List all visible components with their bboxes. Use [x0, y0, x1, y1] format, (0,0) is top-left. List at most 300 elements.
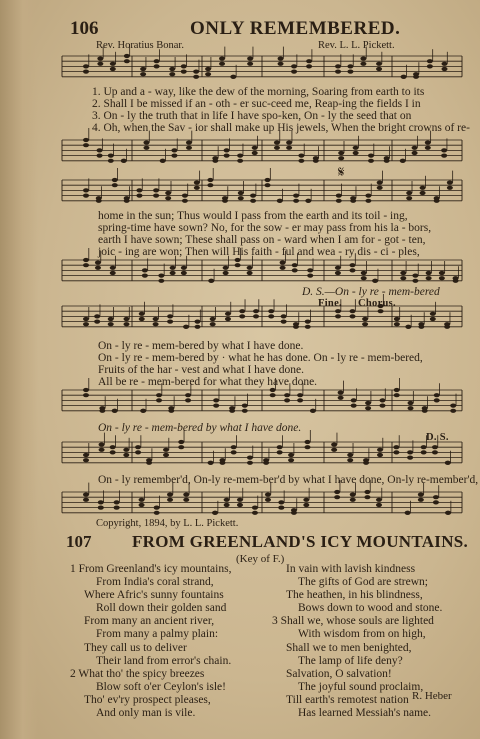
- note-head: [444, 325, 450, 329]
- note-head: [110, 450, 116, 454]
- verse-line: Roll down their golden sand: [96, 602, 227, 615]
- note-head: [347, 70, 353, 74]
- note-head: [365, 406, 371, 410]
- note-head: [112, 183, 118, 187]
- note-head: [170, 271, 176, 275]
- chorus-heading: Chorus.: [358, 298, 396, 309]
- note-head: [99, 443, 105, 447]
- chorus-lyric-line: On - ly re - mem-bered by · what he has done. On - ly re - mem-bered,: [98, 352, 423, 364]
- note-head: [281, 320, 287, 324]
- note-head: [347, 64, 353, 68]
- note-head: [124, 322, 130, 326]
- note-head: [288, 458, 294, 462]
- hymn-title: FROM GREENLAND'S ICY MOUNTAINS.: [132, 532, 469, 551]
- note-head: [208, 279, 214, 283]
- note-head: [163, 448, 169, 452]
- note-head: [121, 159, 127, 163]
- note-head: [432, 450, 438, 454]
- note-head: [434, 398, 440, 402]
- note-head: [213, 404, 219, 408]
- note-head: [265, 493, 271, 497]
- verse-line: Till earth's remotest nation: [286, 693, 409, 706]
- note-head: [252, 511, 258, 515]
- note-head: [97, 62, 103, 66]
- note-head: [110, 67, 116, 71]
- note-head: [292, 263, 298, 267]
- note-head: [95, 261, 101, 265]
- note-head: [178, 440, 184, 444]
- note-head: [338, 396, 344, 400]
- verse-line: With wisdom from on high,: [298, 628, 426, 641]
- note-head: [212, 511, 218, 515]
- note-head: [156, 398, 162, 402]
- note-head: [83, 143, 89, 147]
- note-head: [186, 146, 192, 150]
- verse-column-left: [70, 563, 231, 720]
- note-head: [108, 159, 114, 163]
- note-head: [350, 263, 356, 267]
- note-head: [108, 322, 114, 326]
- note-head: [167, 320, 173, 324]
- note-head: [139, 498, 145, 502]
- note-head: [406, 191, 412, 195]
- note-head: [278, 506, 284, 510]
- note-head: [213, 398, 219, 402]
- verse-line: From India's coral strand,: [96, 576, 214, 589]
- note-head: [252, 146, 258, 150]
- note-head: [247, 461, 253, 465]
- note-head: [336, 194, 342, 198]
- note-head: [450, 409, 456, 413]
- music-staff: [62, 488, 462, 518]
- verse-lyric-line: home in the sun; Thus would I pass from the earth and its toil - ing,: [98, 210, 408, 222]
- note-head: [140, 67, 146, 71]
- note-head: [83, 498, 89, 502]
- note-head: [426, 271, 432, 275]
- note-head: [96, 199, 102, 203]
- note-head: [427, 59, 433, 63]
- note-head: [434, 199, 440, 203]
- note-head: [224, 148, 230, 152]
- note-head: [210, 317, 216, 321]
- note-head: [418, 498, 424, 502]
- note-head: [114, 500, 120, 504]
- note-head: [293, 199, 299, 203]
- note-head: [223, 271, 229, 275]
- note-head: [193, 75, 199, 79]
- note-head: [235, 263, 241, 267]
- note-head: [421, 445, 427, 449]
- note-head: [185, 393, 191, 397]
- note-head: [153, 317, 159, 321]
- note-head: [253, 309, 259, 313]
- note-head: [208, 461, 214, 465]
- note-head: [442, 62, 448, 66]
- note-head: [281, 314, 287, 318]
- note-head: [181, 266, 187, 270]
- note-head: [252, 151, 258, 155]
- note-head: [224, 154, 230, 158]
- bass-echo-lyric: On - ly re - mem-bered by what I have done.: [98, 422, 302, 434]
- verse-line: Blow soft o'er Ceylon's isle!: [96, 680, 226, 693]
- note-head: [136, 188, 142, 192]
- note-head: [293, 325, 299, 329]
- note-head: [169, 67, 175, 71]
- note-head: [219, 62, 225, 66]
- note-head: [98, 500, 104, 504]
- page-binding-shadow: [0, 0, 38, 739]
- verse-line: Their land from error's chain.: [96, 654, 232, 667]
- note-head: [293, 194, 299, 198]
- note-head: [181, 70, 187, 74]
- note-head: [286, 146, 292, 150]
- note-head: [170, 266, 176, 270]
- note-head: [140, 409, 146, 413]
- verse-line: They call us to deliver: [84, 641, 187, 654]
- note-head: [306, 59, 312, 63]
- verse-line: From many a palmy plain:: [96, 628, 219, 641]
- note-head: [224, 498, 230, 502]
- note-head: [362, 322, 368, 326]
- note-head: [265, 178, 271, 182]
- verse-line: The lamp of life deny?: [298, 654, 403, 667]
- verse-lyric-line: earth I have sown; These shall pass on - ward when I am for - got - ten,: [98, 234, 426, 246]
- note-head: [231, 450, 237, 454]
- note-head: [377, 448, 383, 452]
- note-head: [140, 72, 146, 76]
- note-head: [364, 490, 370, 494]
- note-head: [418, 325, 424, 329]
- note-head: [181, 271, 187, 275]
- note-head: [360, 57, 366, 61]
- note-head: [284, 398, 290, 402]
- note-head: [338, 391, 344, 395]
- verse-line: 2 What tho' the spicy breezes: [70, 667, 205, 680]
- note-head: [154, 506, 160, 510]
- note-head: [83, 453, 89, 457]
- note-head: [430, 317, 436, 321]
- note-head: [183, 493, 189, 497]
- note-head: [124, 317, 130, 321]
- note-head: [242, 409, 248, 413]
- note-head: [225, 317, 231, 321]
- note-head: [247, 266, 253, 270]
- music-staff: [62, 386, 462, 416]
- note-head: [412, 274, 418, 278]
- note-head: [298, 154, 304, 158]
- note-head: [160, 159, 166, 163]
- note-head: [229, 409, 235, 413]
- note-head: [142, 274, 148, 278]
- note-head: [195, 325, 201, 329]
- verse-line: The gifts of God are strewn;: [298, 576, 428, 589]
- note-head: [270, 393, 276, 397]
- note-head: [231, 445, 237, 449]
- verse-line: Bows down to wood and stone.: [298, 602, 443, 615]
- chorus-lyric-line: Fruits of the har - vest and what I have done.: [98, 364, 304, 376]
- note-head: [239, 309, 245, 313]
- note-head: [408, 406, 414, 410]
- note-head: [418, 493, 424, 497]
- note-head: [335, 309, 341, 313]
- verse-line: Tho' ev'ry prospect pleases,: [84, 693, 211, 706]
- note-head: [384, 159, 390, 163]
- note-head: [335, 314, 341, 318]
- note-head: [350, 199, 356, 203]
- note-head: [83, 138, 89, 142]
- note-head: [110, 266, 116, 270]
- note-head: [153, 322, 159, 326]
- chorus-lyric-line: On - ly remember'd, On-ly re-mem-ber'd by what I have done, On-ly re-member'd,: [98, 474, 479, 486]
- note-head: [205, 67, 211, 71]
- note-head: [110, 445, 116, 449]
- note-head: [222, 199, 228, 203]
- note-head: [94, 314, 100, 318]
- note-head: [313, 159, 319, 163]
- note-head: [394, 393, 400, 397]
- note-head: [377, 181, 383, 185]
- page-number: 106: [70, 18, 99, 39]
- note-head: [263, 461, 269, 465]
- note-head: [306, 64, 312, 68]
- verse-lyric-line: 1. Up and a - way, like the dew of the morning, Soaring from earth to its: [92, 86, 425, 98]
- note-head: [450, 404, 456, 408]
- note-head: [393, 450, 399, 454]
- note-head: [335, 70, 341, 74]
- note-head: [156, 393, 162, 397]
- note-head: [393, 445, 399, 449]
- note-head: [139, 317, 145, 321]
- note-head: [350, 493, 356, 497]
- note-head: [239, 314, 245, 318]
- note-head: [181, 64, 187, 68]
- note-head: [238, 196, 244, 200]
- note-head: [83, 393, 89, 397]
- note-head: [394, 322, 400, 326]
- note-head: [400, 271, 406, 275]
- note-head: [425, 146, 431, 150]
- note-head: [146, 461, 152, 465]
- verse-lyric-line: joic - ing are won; Then will His faith - ful and wea - ry dis - ci - ples,: [98, 246, 420, 258]
- note-head: [420, 186, 426, 190]
- note-head: [171, 154, 177, 158]
- note-head: [169, 72, 175, 76]
- note-head: [277, 445, 283, 449]
- ds-mark: D. S.: [426, 432, 449, 443]
- hymn-number: 107: [66, 532, 92, 551]
- note-head: [195, 320, 201, 324]
- note-head: [376, 67, 382, 71]
- note-head: [335, 266, 341, 270]
- note-head: [347, 458, 353, 462]
- verse-lyric-line: 4. Oh, when the Sav - ior shall make up His jewels, When the bright crowns of re-: [92, 122, 470, 134]
- note-head: [298, 159, 304, 163]
- note-head: [165, 196, 171, 200]
- note-head: [250, 199, 256, 203]
- note-head: [412, 151, 418, 155]
- note-head: [439, 271, 445, 275]
- note-head: [136, 194, 142, 198]
- note-head: [265, 498, 271, 502]
- note-head: [376, 498, 382, 502]
- verse-line: Salvation, O salvation!: [286, 667, 392, 680]
- note-head: [412, 146, 418, 150]
- note-head: [350, 268, 356, 272]
- note-head: [334, 495, 340, 499]
- note-head: [350, 314, 356, 318]
- note-head: [441, 154, 447, 158]
- note-head: [253, 314, 259, 318]
- note-head: [212, 159, 218, 163]
- note-head: [274, 141, 280, 145]
- note-head: [291, 70, 297, 74]
- note-head: [123, 448, 129, 452]
- note-head: [153, 188, 159, 192]
- note-head: [108, 317, 114, 321]
- note-head: [303, 503, 309, 507]
- note-head: [83, 64, 89, 68]
- note-head: [235, 258, 241, 262]
- note-head: [274, 146, 280, 150]
- note-head: [237, 498, 243, 502]
- note-head: [219, 461, 225, 465]
- note-head: [123, 453, 129, 457]
- note-head: [338, 151, 344, 155]
- note-head: [247, 271, 253, 275]
- note-head: [182, 199, 188, 203]
- note-head: [338, 156, 344, 160]
- note-head: [447, 186, 453, 190]
- note-head: [139, 503, 145, 507]
- note-head: [83, 258, 89, 262]
- note-head: [223, 266, 229, 270]
- copyright-notice: Copyright, 1894, by L. L. Pickett.: [96, 518, 239, 529]
- note-head: [307, 268, 313, 272]
- note-head: [210, 322, 216, 326]
- note-head: [351, 398, 357, 402]
- verse-line: From many an ancient river,: [84, 615, 215, 628]
- note-head: [268, 309, 274, 313]
- note-head: [335, 271, 341, 275]
- note-head: [364, 495, 370, 499]
- note-head: [453, 279, 459, 283]
- note-head: [361, 271, 367, 275]
- note-head: [331, 443, 337, 447]
- note-head: [297, 393, 303, 397]
- note-head: [368, 154, 374, 158]
- note-head: [303, 498, 309, 502]
- note-head: [372, 279, 378, 283]
- note-head: [183, 498, 189, 502]
- hymn-author: R. Heber: [412, 690, 452, 702]
- note-head: [297, 398, 303, 402]
- note-head: [83, 317, 89, 321]
- key-signature-note: (Key of F.): [236, 553, 285, 565]
- note-head: [408, 401, 414, 405]
- note-head: [171, 148, 177, 152]
- note-head: [350, 309, 356, 313]
- music-staff: [62, 176, 462, 212]
- verse-lyric-line: 2. Shall I be missed if an - oth - er suc-ceed me, Reap-ing the fields I in: [92, 98, 421, 110]
- note-head: [224, 503, 230, 507]
- note-head: [280, 261, 286, 265]
- note-head: [377, 453, 383, 457]
- note-head: [207, 178, 213, 182]
- note-head: [83, 188, 89, 192]
- note-head: [135, 445, 141, 449]
- note-head: [108, 154, 114, 158]
- note-head: [434, 393, 440, 397]
- note-head: [183, 325, 189, 329]
- note-head: [427, 64, 433, 68]
- note-head: [167, 498, 173, 502]
- note-head: [278, 57, 284, 61]
- note-head: [112, 178, 118, 182]
- note-head: [335, 64, 341, 68]
- note-head: [153, 194, 159, 198]
- note-head: [83, 70, 89, 74]
- note-head: [363, 461, 369, 465]
- note-head: [250, 194, 256, 198]
- music-staff: [62, 438, 462, 474]
- note-head: [98, 506, 104, 510]
- composer-credit: Rev. L. L. Pickett.: [318, 40, 395, 51]
- note-head: [114, 506, 120, 510]
- note-head: [445, 511, 451, 515]
- note-head: [110, 62, 116, 66]
- note-head: [406, 196, 412, 200]
- note-head: [124, 199, 130, 203]
- verse-line: The heathen, in his blindness,: [286, 589, 423, 602]
- note-head: [280, 266, 286, 270]
- note-head: [439, 276, 445, 280]
- note-head: [407, 456, 413, 460]
- music-staff: [62, 302, 462, 338]
- note-head: [97, 154, 103, 158]
- note-head: [432, 445, 438, 449]
- note-head: [265, 183, 271, 187]
- hymn-title: ONLY REMEMBERED.: [190, 18, 401, 39]
- note-head: [365, 401, 371, 405]
- note-head: [194, 181, 200, 185]
- note-head: [347, 453, 353, 457]
- note-head: [361, 276, 367, 280]
- note-head: [288, 453, 294, 457]
- note-head: [305, 199, 311, 203]
- music-staff: [62, 256, 462, 286]
- note-head: [278, 500, 284, 504]
- note-head: [394, 317, 400, 321]
- note-head: [365, 194, 371, 198]
- chorus-lyric-line: All be re - mem-bered for what they have done.: [98, 376, 318, 388]
- note-head: [158, 274, 164, 278]
- note-head: [360, 62, 366, 66]
- note-head: [219, 57, 225, 61]
- note-head: [376, 503, 382, 507]
- note-head: [350, 498, 356, 502]
- note-head: [154, 64, 160, 68]
- note-head: [310, 409, 316, 413]
- note-head: [405, 511, 411, 515]
- note-head: [413, 75, 419, 79]
- note-head: [430, 312, 436, 316]
- note-head: [277, 450, 283, 454]
- note-head: [143, 146, 149, 150]
- note-head: [307, 274, 313, 278]
- note-head: [291, 64, 297, 68]
- chorus-lyric-line: On - ly re - mem-bered by what I have done.: [98, 340, 304, 352]
- verse-lyric-line: spring-time have sown? No, for the sow - er may pass from his la - bors,: [98, 222, 432, 234]
